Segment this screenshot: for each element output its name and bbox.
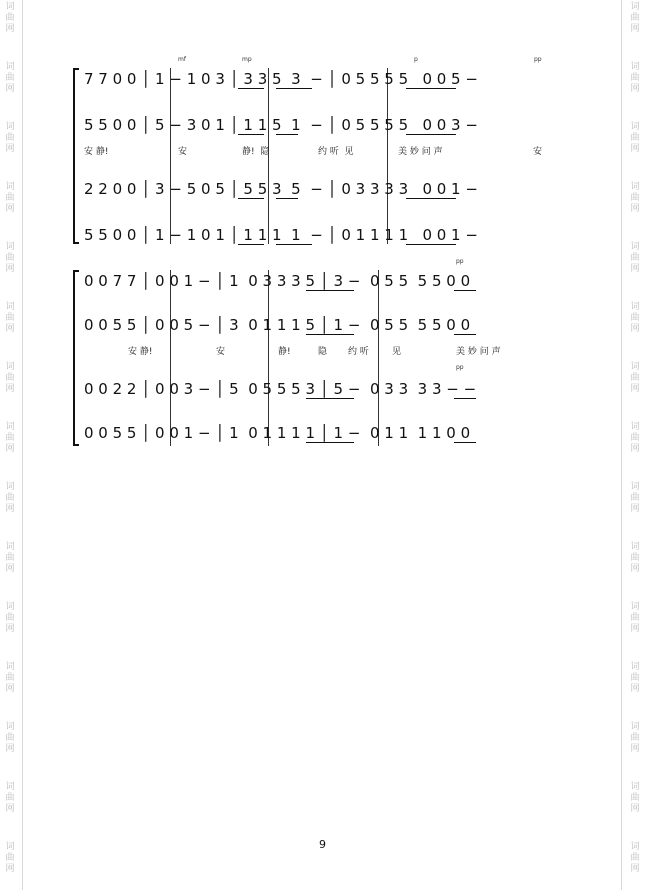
watermark-glyph: 网 (5, 744, 15, 754)
underline (306, 334, 354, 335)
watermark (3, 602, 17, 635)
watermark (3, 782, 17, 815)
watermark-glyph: 曲 (5, 433, 15, 443)
watermark (628, 542, 642, 575)
watermark-glyph: 词 (5, 242, 15, 252)
watermark-glyph: 词 (5, 542, 15, 552)
watermark-glyph: 网 (630, 624, 640, 634)
watermark-glyph: 词 (5, 422, 15, 432)
watermark-glyph: 网 (630, 504, 640, 514)
watermark-glyph: 网 (5, 204, 15, 214)
watermark (628, 782, 642, 815)
watermark-glyph: 曲 (5, 253, 15, 263)
watermark (3, 122, 17, 155)
watermark-glyph: 词 (630, 482, 640, 492)
watermark (3, 182, 17, 215)
watermark-glyph: 词 (5, 302, 15, 312)
watermark-glyph: 词 (630, 182, 640, 192)
watermark-glyph: 曲 (5, 313, 15, 323)
barline (378, 270, 379, 446)
dynamic-mark: pp (456, 364, 464, 371)
watermark-glyph: 词 (5, 2, 15, 12)
watermark-glyph: 词 (5, 62, 15, 72)
watermark-glyph: 网 (630, 744, 640, 754)
underline (238, 244, 264, 245)
part-tenor: 0 0 2 2 │ 0 0 3 − │ 5 0 5 5 5 3 │ 5 − 0 3 3 3 3 − − (84, 380, 477, 398)
watermark-glyph: 词 (630, 842, 640, 852)
lyric: 约 听 (348, 347, 369, 357)
part-bass: 5 5 0 0 │ 1 − 1 0 1 │ 1 1 1 1 − │ 0 1 1 1 1 0 0 1 − (84, 226, 478, 244)
underline (276, 134, 298, 135)
lyric: 安 (178, 147, 188, 157)
dynamic-mark: mf (178, 56, 186, 63)
watermark-glyph: 词 (5, 482, 15, 492)
watermark (3, 422, 17, 455)
watermark (628, 182, 642, 215)
watermark-glyph: 网 (5, 84, 15, 94)
watermark-glyph: 曲 (630, 853, 640, 863)
lyric: 见 (392, 347, 402, 357)
watermark (628, 482, 642, 515)
lyric: 美 妙 问 声 (398, 147, 443, 157)
watermark-glyph: 网 (5, 324, 15, 334)
barline (268, 270, 269, 446)
watermark (3, 362, 17, 395)
part-alto: 5 5 0 0 │ 5 − 3 0 1 │ 1 1 5 1 − │ 0 5 5 5 5 0 0 3 − (84, 116, 478, 134)
watermark-glyph: 词 (630, 242, 640, 252)
watermark-glyph: 词 (5, 662, 15, 672)
watermark-glyph: 网 (630, 84, 640, 94)
lyric: 安 (216, 347, 226, 357)
watermark-glyph: 曲 (5, 13, 15, 23)
underline (238, 134, 264, 135)
watermark-glyph: 词 (630, 662, 640, 672)
watermark-glyph: 网 (630, 444, 640, 454)
watermark (628, 302, 642, 335)
dynamic-mark: pp (534, 56, 542, 63)
barline (170, 270, 171, 446)
watermark-glyph: 网 (5, 504, 15, 514)
watermark-glyph: 网 (5, 564, 15, 574)
lyric: 静! 隐 (242, 147, 270, 157)
system-bracket (73, 68, 75, 244)
underline (406, 198, 456, 199)
watermark-glyph: 网 (5, 624, 15, 634)
watermark (628, 722, 642, 755)
underline (306, 398, 354, 399)
underline (454, 290, 476, 291)
watermark-glyph: 曲 (630, 253, 640, 263)
part-alto: 0 0 5 5 │ 0 0 5 − │ 3 0 1 1 1 5 │ 1 − 0 5 5 5 5 0 0 (84, 316, 471, 334)
watermark-glyph: 词 (5, 362, 15, 372)
underline (454, 398, 476, 399)
barline (170, 68, 171, 244)
watermark-glyph: 曲 (630, 433, 640, 443)
watermark-glyph: 曲 (630, 673, 640, 683)
watermark-glyph: 曲 (630, 613, 640, 623)
lyric: 静! (278, 347, 291, 357)
watermark (3, 662, 17, 695)
underline (306, 442, 354, 443)
watermark-glyph: 词 (630, 122, 640, 132)
watermark (3, 302, 17, 335)
watermark-glyph: 词 (630, 782, 640, 792)
watermark (3, 2, 17, 35)
watermark-glyph: 曲 (630, 13, 640, 23)
lyric: 美 妙 问 声 (456, 347, 501, 357)
watermark-glyph: 曲 (630, 733, 640, 743)
watermark-glyph: 词 (5, 122, 15, 132)
watermark-glyph: 曲 (5, 673, 15, 683)
watermark-glyph: 词 (5, 182, 15, 192)
page-number: 9 (319, 838, 326, 851)
watermark-glyph: 曲 (5, 553, 15, 563)
watermark-glyph: 词 (630, 422, 640, 432)
watermark (3, 482, 17, 515)
lyric: 隐 (318, 347, 328, 357)
dynamic-mark: pp (456, 258, 464, 265)
watermark-glyph: 曲 (630, 193, 640, 203)
watermark-glyph: 曲 (630, 73, 640, 83)
watermark (3, 542, 17, 575)
watermark-glyph: 网 (630, 204, 640, 214)
watermark (628, 2, 642, 35)
part-soprano: 0 0 7 7 │ 0 0 1 − │ 1 0 3 3 3 5 │ 3 − 0 5 5 5 5 0 0 (84, 272, 471, 290)
watermark-glyph: 网 (630, 804, 640, 814)
watermark-glyph: 网 (630, 564, 640, 574)
part-tenor: 2 2 0 0 │ 3 − 5 0 5 │ 5 5 3 5 − │ 0 3 3 3 3 0 0 1 − (84, 180, 478, 198)
watermark-glyph: 词 (5, 602, 15, 612)
watermark-glyph: 网 (5, 384, 15, 394)
watermark-glyph: 网 (630, 384, 640, 394)
watermark (628, 62, 642, 95)
watermark (628, 122, 642, 155)
watermark-glyph: 曲 (5, 853, 15, 863)
watermark-glyph: 词 (630, 362, 640, 372)
part-soprano: 7 7 0 0 │ 1 − 1 0 3 │ 3 3 5 3 − │ 0 5 5 5 5 0 0 5 − (84, 70, 478, 88)
watermark-glyph: 网 (630, 144, 640, 154)
watermark-glyph: 曲 (5, 73, 15, 83)
watermark-glyph: 网 (5, 144, 15, 154)
lyric: 安 静! (84, 147, 109, 157)
watermark-glyph: 曲 (630, 133, 640, 143)
watermark-glyph: 网 (5, 264, 15, 274)
watermark-glyph: 网 (630, 264, 640, 274)
part-bass: 0 0 5 5 │ 0 0 1 − │ 1 0 1 1 1 1 │ 1 − 0 1 1 1 1 0 0 (84, 424, 471, 442)
underline (406, 244, 456, 245)
underline (238, 198, 264, 199)
watermark-glyph: 曲 (5, 493, 15, 503)
underline (406, 88, 456, 89)
underline (238, 88, 264, 89)
watermark (628, 662, 642, 695)
watermark-glyph: 词 (630, 62, 640, 72)
watermark (628, 422, 642, 455)
watermark-glyph: 曲 (630, 373, 640, 383)
watermark-glyph: 词 (630, 302, 640, 312)
underline (306, 290, 354, 291)
watermark-glyph: 网 (5, 864, 15, 874)
watermark (628, 362, 642, 395)
watermark-glyph: 曲 (5, 193, 15, 203)
watermark-glyph: 词 (630, 722, 640, 732)
watermark-glyph: 曲 (5, 373, 15, 383)
watermark (3, 242, 17, 275)
watermark-glyph: 网 (630, 864, 640, 874)
watermark-glyph: 曲 (5, 613, 15, 623)
watermark (3, 62, 17, 95)
dynamic-mark: mp (242, 56, 252, 63)
barline (387, 68, 388, 244)
watermark-glyph: 网 (630, 684, 640, 694)
lyric: 安 静! (128, 347, 153, 357)
watermark-glyph: 词 (5, 842, 15, 852)
watermark (628, 602, 642, 635)
watermark-glyph: 曲 (5, 133, 15, 143)
lyric: 安 (533, 147, 543, 157)
lyric: 约 听 见 (318, 147, 354, 157)
watermark-glyph: 曲 (5, 733, 15, 743)
watermark-glyph: 曲 (630, 313, 640, 323)
watermark-glyph: 词 (630, 602, 640, 612)
underline (454, 442, 476, 443)
watermark-glyph: 网 (630, 324, 640, 334)
watermark-glyph: 词 (5, 722, 15, 732)
underline (276, 244, 312, 245)
watermark-glyph: 词 (630, 2, 640, 12)
underline (406, 134, 456, 135)
watermark-glyph: 网 (5, 24, 15, 34)
watermark-glyph: 网 (5, 804, 15, 814)
underline (276, 88, 312, 89)
watermark-glyph: 网 (630, 24, 640, 34)
watermark (628, 242, 642, 275)
watermark-glyph: 曲 (630, 493, 640, 503)
watermark-glyph: 词 (630, 542, 640, 552)
watermark-glyph: 网 (5, 684, 15, 694)
underline (454, 334, 476, 335)
watermark-glyph: 网 (5, 444, 15, 454)
watermark-glyph: 曲 (5, 793, 15, 803)
system-bracket (73, 270, 75, 446)
watermark (3, 722, 17, 755)
watermark-glyph: 曲 (630, 793, 640, 803)
watermark-glyph: 词 (5, 782, 15, 792)
underline (276, 198, 298, 199)
dynamic-mark: p (414, 56, 418, 63)
watermark-glyph: 曲 (630, 553, 640, 563)
